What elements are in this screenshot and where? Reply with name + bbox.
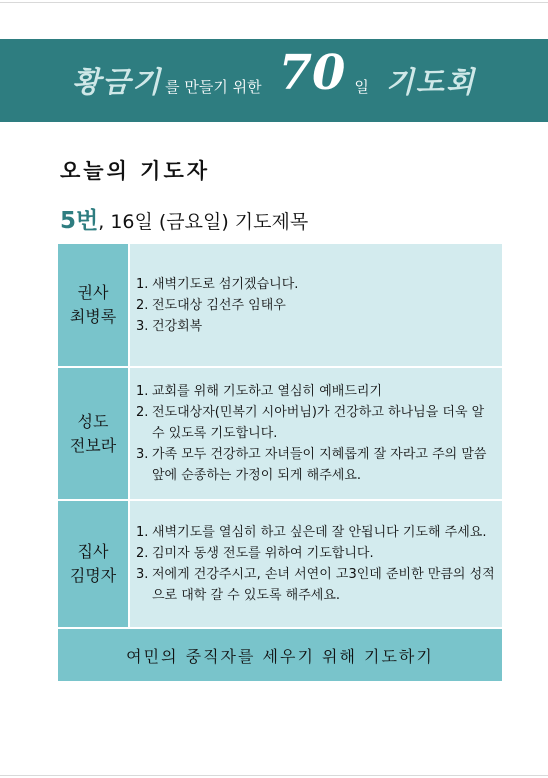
banner-text-3: 일 bbox=[354, 78, 369, 96]
item-index: 1. bbox=[136, 276, 149, 292]
item-index: 1. bbox=[136, 384, 149, 399]
list-item bbox=[136, 274, 496, 295]
list-item bbox=[136, 444, 496, 486]
list-item bbox=[136, 543, 496, 564]
prayer-row bbox=[58, 368, 502, 501]
prayer-table bbox=[58, 244, 502, 681]
list-item bbox=[136, 564, 496, 606]
item-text: 교회를 위해 기도하고 열심히 예배드리기 bbox=[152, 384, 383, 399]
item-index: 3. bbox=[136, 567, 149, 582]
prayer-row bbox=[58, 244, 502, 368]
prayer-date-title: , 16일 (금요일) 기도제목 bbox=[98, 211, 309, 233]
list-item bbox=[136, 381, 496, 402]
banner-text-4: 기도회 bbox=[385, 65, 476, 99]
item-text: 건강회복 bbox=[152, 318, 203, 334]
top-rule bbox=[0, 2, 548, 3]
list-item bbox=[136, 295, 496, 316]
item-index: 2. bbox=[136, 405, 149, 420]
person-title: 성도 bbox=[77, 411, 109, 431]
person-name: 최병록 bbox=[69, 307, 117, 326]
subheading bbox=[60, 202, 308, 235]
item-text: 김미자 동생 전도를 위하여 기도합니다. bbox=[152, 546, 374, 561]
list-item bbox=[136, 316, 496, 337]
item-text: 전도대상 김선주 임태우 bbox=[152, 297, 286, 313]
item-index: 1. bbox=[136, 525, 149, 540]
banner-text-2: 를 만들기 위한 bbox=[165, 78, 262, 96]
prayer-person bbox=[58, 501, 130, 627]
prayer-items bbox=[130, 244, 502, 366]
item-text: 새벽기도로 섬기겠습니다. bbox=[152, 276, 299, 292]
item-index: 2. bbox=[136, 546, 149, 561]
item-text: 새벽기도를 열심히 하고 싶은데 잘 안됩니다 기도해 주세요. bbox=[152, 525, 487, 540]
item-text: 가족 모두 건강하고 자녀들이 지혜롭게 잘 자라고 주의 말씀 앞에 순종하는 가정이 되게 해주세요. bbox=[152, 447, 487, 483]
prayer-number: 5번 bbox=[60, 208, 99, 234]
item-text: 전도대상자(민복기 시아버님)가 건강하고 하나님을 더욱 알 수 있도록 기도합니다. bbox=[152, 405, 485, 441]
item-index: 3. bbox=[136, 318, 149, 334]
person-name: 김명자 bbox=[69, 566, 117, 585]
prayer-row bbox=[58, 501, 502, 629]
banner-text-1: 황금기 bbox=[72, 65, 163, 99]
person-title: 집사 bbox=[77, 542, 109, 561]
prayer-person bbox=[58, 244, 130, 366]
prayer-items bbox=[130, 368, 502, 499]
banner-number: 70 bbox=[278, 44, 346, 101]
title-banner bbox=[0, 39, 548, 122]
prayer-items bbox=[130, 501, 502, 627]
prayer-person bbox=[58, 368, 130, 499]
item-index: 2. bbox=[136, 297, 149, 313]
bottom-rule bbox=[0, 775, 548, 776]
item-index: 3. bbox=[136, 447, 149, 462]
person-title: 권사 bbox=[77, 283, 109, 302]
list-item bbox=[136, 402, 496, 444]
person-name: 전보라 bbox=[69, 435, 117, 455]
item-text: 저에게 건강주시고, 손녀 서연이 고3인데 준비한 만큼의 성적으로 대학 갈 수 있도록 해주세요. bbox=[152, 567, 495, 603]
footer-banner: 여민의 중직자를 세우기 위해 기도하기 bbox=[58, 629, 502, 681]
list-item bbox=[136, 522, 496, 543]
page-heading: 오늘의 기도자 bbox=[60, 159, 211, 183]
